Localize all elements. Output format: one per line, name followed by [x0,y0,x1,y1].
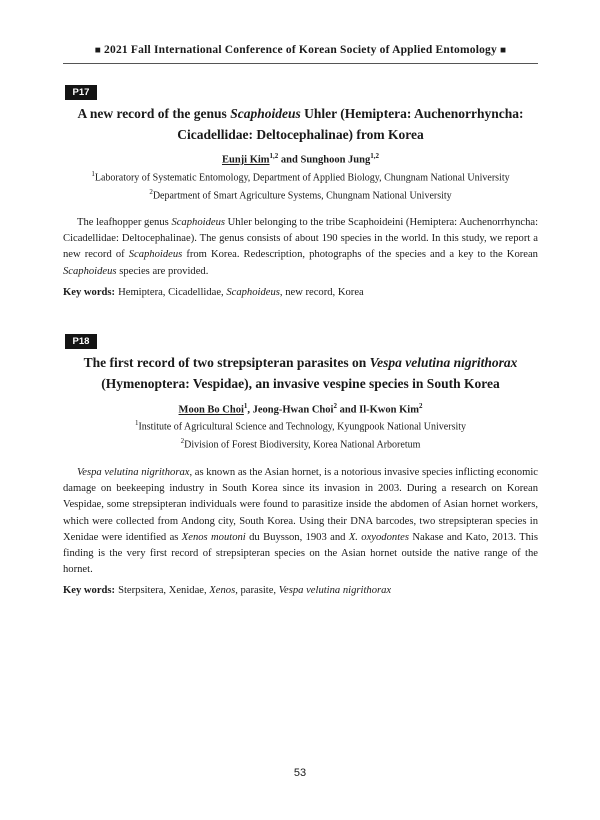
poster-badge-p17: P17 [65,85,97,100]
p18-title: The first record of two strepsipteran parasites on Vespa velutina nigrithorax (Hymenoptera: Vespidae), an invasive vespine species in South Korea [83,355,518,391]
header-rule [63,63,538,64]
p18-keywords: Key words: Sterpsitera, Xenidae, Xenos, parasite, Vespa velutina nigrithorax [63,585,392,596]
p17-title: A new record of the genus Scaphoideus Uhler (Hemiptera: Auchenorrhyncha: Cicadellidae: Deltocephalinae) from Korea [77,106,524,142]
author-name: Eunji Kim [221,154,270,166]
author-name: Jeong-Hwan Choi [252,404,334,416]
p17-authors: Eunji Kim$^{1,2}$ and Sunghoon Jung$^{1,2}$ [221,152,379,166]
p18-affiliations: $^1$Institute of Agricultural Science and Technology, Kyungpook National University $^2$Division of Forest Biodiversity, Korea National Arboretum [134,419,467,451]
header-text: 2021 Fall International Conference of Korean Society of Applied Entomology [104,44,497,56]
running-header [63,44,538,56]
header-square-left: ■ [94,45,101,56]
p17-affiliations: $^1$Laboratory of Systematic Entomology, Department of Applied Biology, Chungnam National University $^2$Department of Smart Agriculture Systems, Chungnam National University [91,170,510,202]
header-square-right: ■ [500,45,507,56]
p17-keywords: Key words: Hemiptera, Cicadellidae, Scaphoideus, new record, Korea [63,287,364,298]
p17-abstract: The leafhopper genus Scaphoideus Uhler belonging to the tribe Scaphoideini (Hemiptera: Auchenorrhyncha: Cicadellidae: Deltocephalinae). The genus consists of about 190 species in the world. In this study, we report a new record of Scaphoideus from Korea. Redescription, photographs of the species and a key to the Korean Scaphoideus species are provided. [63,217,539,277]
author-name: Sunghoon Jung [300,154,371,166]
author-name: Moon Bo Choi [178,404,244,416]
page-number: 53 [293,767,307,779]
p18-abstract: Vespa velutina nigrithorax, as known as the Asian hornet, is a notorious invasive species inflicting economic damage on beekeeping industry in South Korea since its invasion in 2003. During a research on Korean Vespidae, some strepsipteran individuals were found to parasitize inside the abdomen of Asian hornet workers, which were collected from Andong city, South Korea. Using their DNA barcodes, two strepsipteran species in Xenidae were identified as Xenos moutoni du Buysson, 1903 and X. oxyodontes Nakase and Kato, 2013. This finding is the very first record of strepsipteran species on the Asian hornet outside the native range of the hornet. [63,467,538,576]
author-name: Il-Kwon Kim [359,404,419,416]
p18-authors: Moon Bo Choi$^1$, Jeong-Hwan Choi$^2$ and Il-Kwon Kim$^2$ [178,402,423,416]
poster-badge-p18: P18 [65,334,97,349]
